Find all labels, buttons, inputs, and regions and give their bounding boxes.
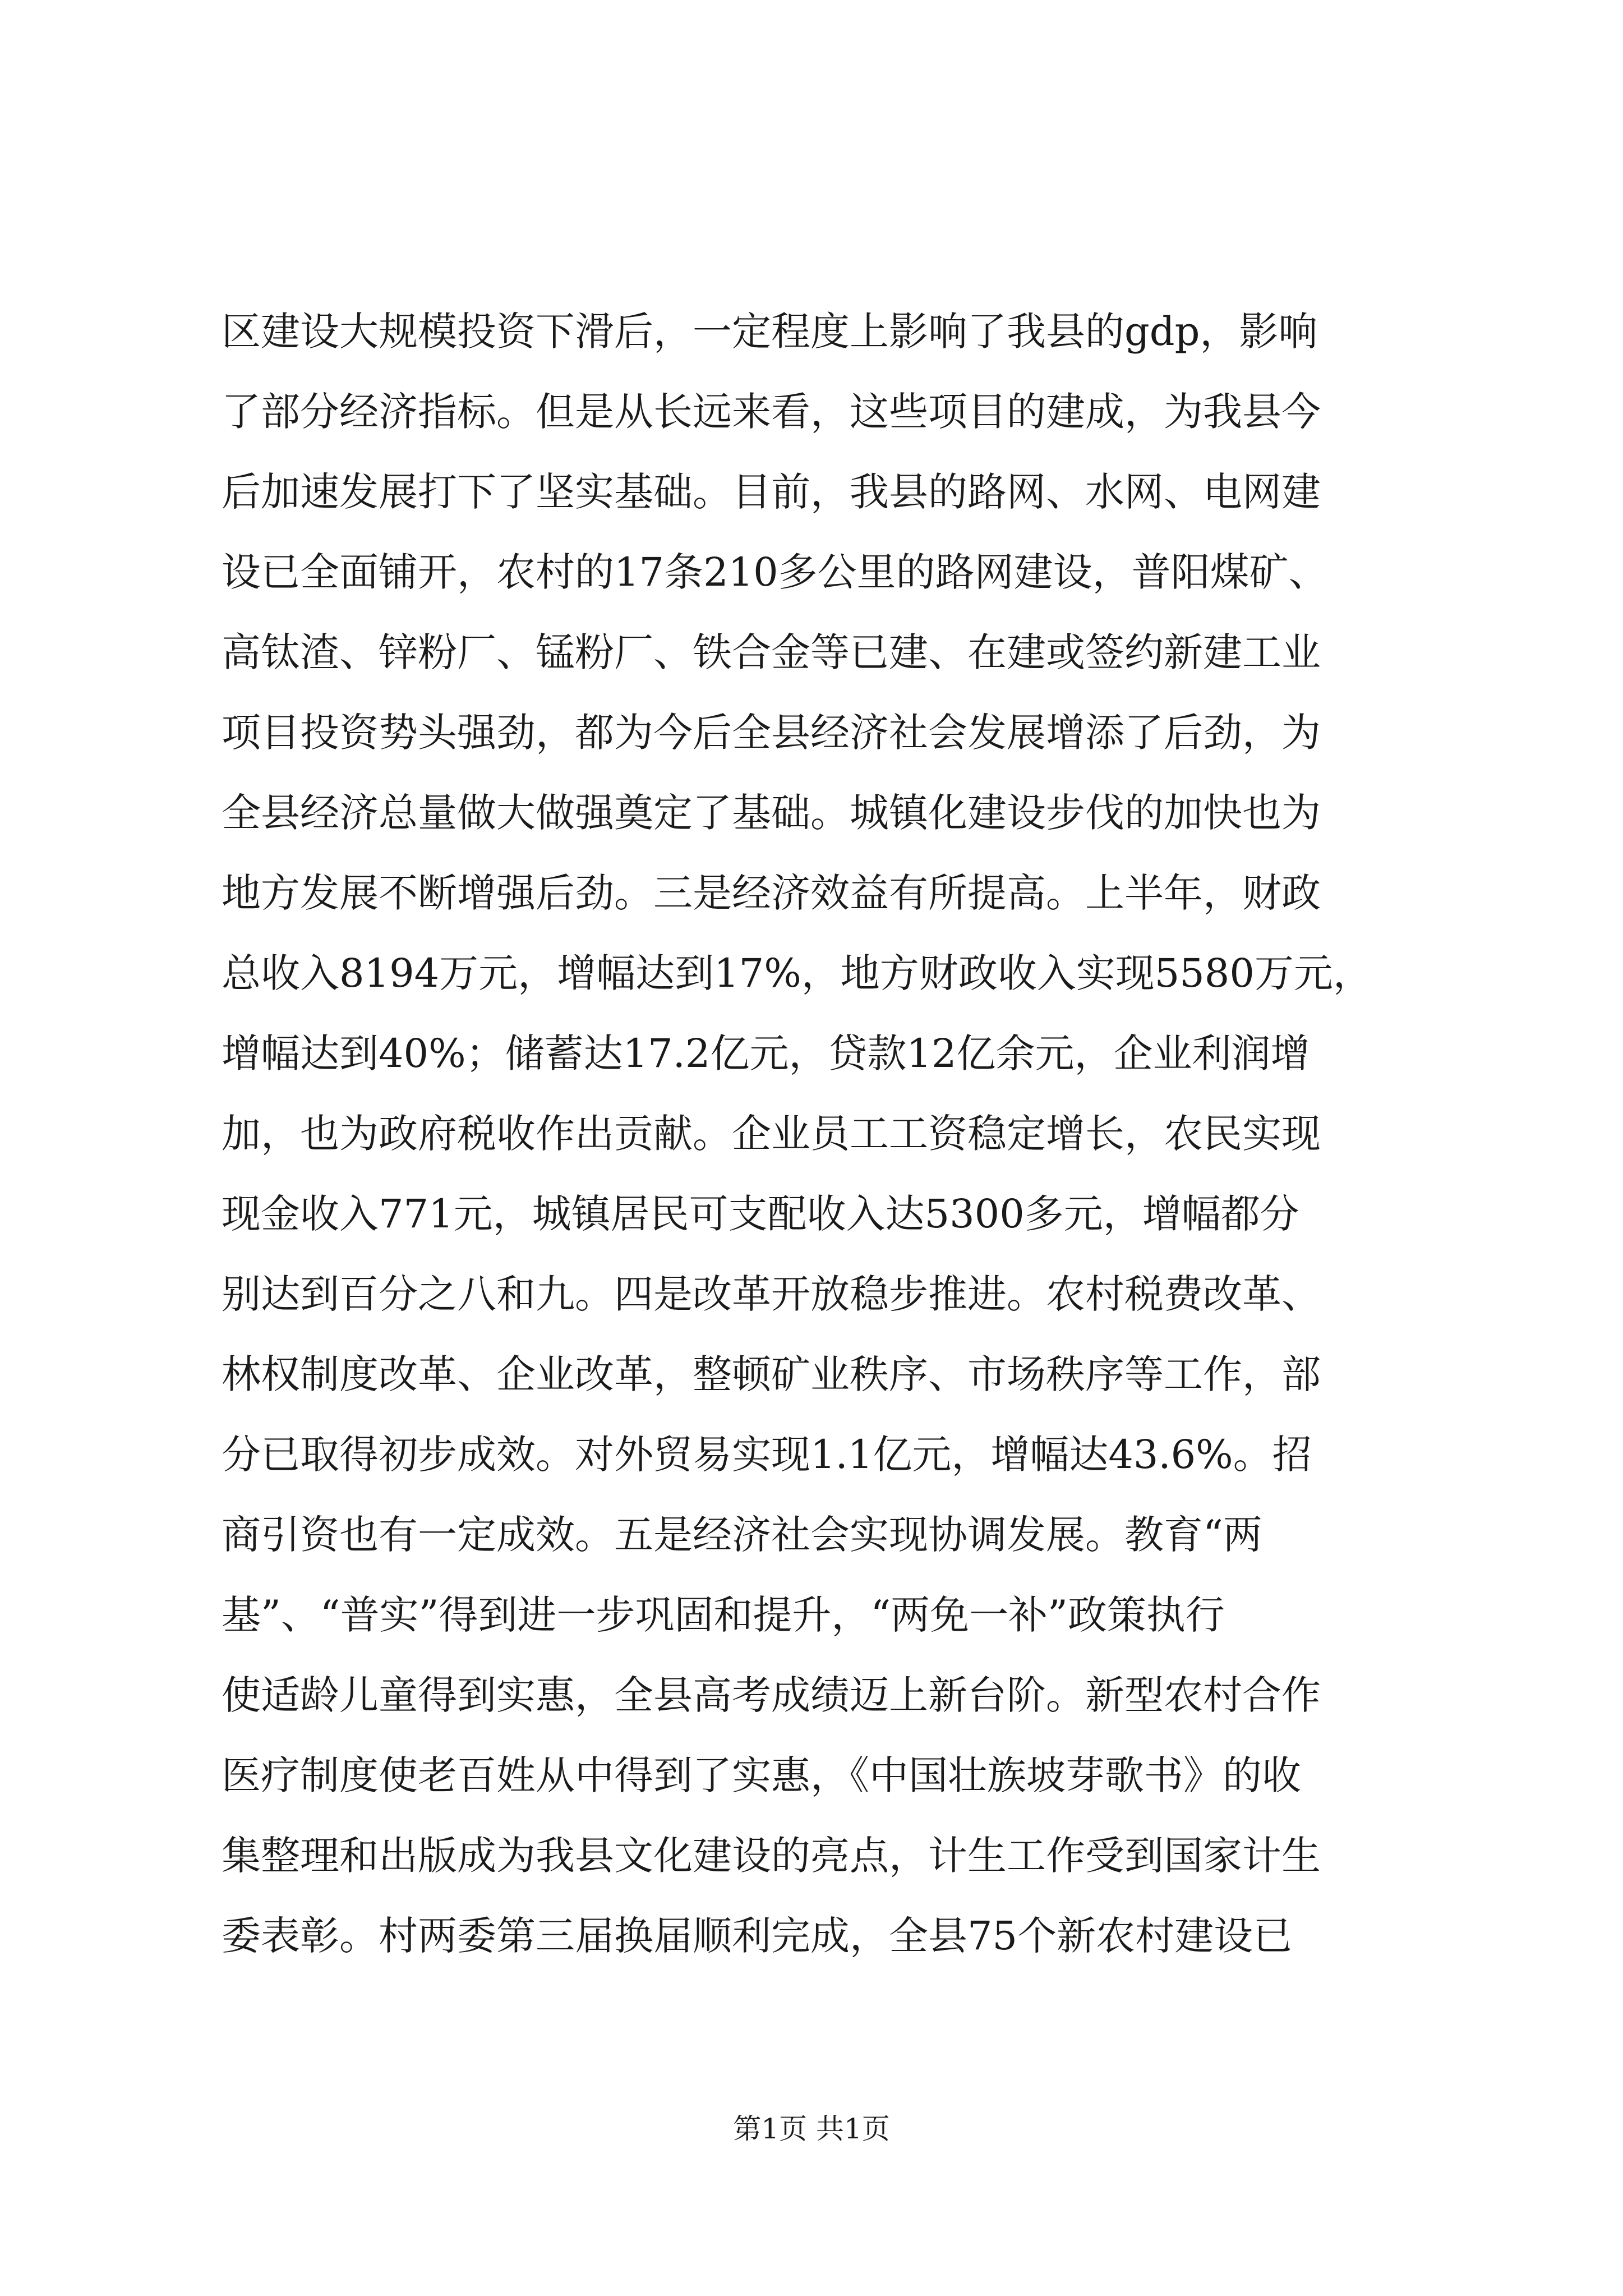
text-line: 设已全面铺开，农村的17条210多公里的路网建设，普阳煤矿、 (222, 549, 1328, 595)
text-line: 林权制度改革、企业改革，整顿矿业秩序、市场秩序等工作，部 (222, 1351, 1321, 1397)
text-line: 现金收入771元，城镇居民可支配收入达5300多元，增幅都分 (222, 1191, 1299, 1237)
text-line: 区建设大规模投资下滑后，一定程度上影响了我县的gdp，影响 (222, 309, 1318, 355)
text-line: 高钛渣、锌粉厂、锰粉厂、铁合金等已建、在建或签约新建工业 (222, 629, 1321, 675)
text-line: 增幅达到40%；储蓄达17.2亿元，贷款12亿余元，企业利润增 (222, 1030, 1310, 1076)
body-text (222, 292, 1427, 1976)
text-line: 商引资也有一定成效。五是经济社会实现协调发展。教育“两 (222, 1512, 1262, 1558)
text-line: 地方发展不断增强后劲。三是经济效益有所提高。上半年，财政 (222, 870, 1321, 916)
page-number-label: 第1页 共1页 (733, 2113, 890, 2145)
text-line: 医疗制度使老百姓从中得到了实惠，《中国壮族坡芽歌书》的收 (222, 1752, 1301, 1798)
text-line: 加，也为政府税收作出贡献。企业员工工资稳定增长，农民实现 (222, 1111, 1321, 1157)
page-footer (0, 2109, 1623, 2148)
text-line: 委表彰。村两委第三届换届顺利完成，全县75个新农村建设已 (222, 1913, 1293, 1959)
text-line: 后加速发展打下了坚实基础。目前，我县的路网、水网、电网建 (222, 469, 1321, 515)
text-line: 别达到百分之八和九。四是改革开放稳步推进。农村税费改革、 (222, 1271, 1321, 1317)
text-line: 项目投资势头强劲，都为今后全县经济社会发展增添了后劲，为 (222, 710, 1321, 756)
text-line: 集整理和出版成为我县文化建设的亮点，计生工作受到国家计生 (222, 1833, 1321, 1879)
text-line: 全县经济总量做大做强奠定了基础。城镇化建设步伐的加快也为 (222, 790, 1321, 836)
text-line: 了部分经济指标。但是从长远来看，这些项目的建成，为我县今 (222, 389, 1321, 435)
text-line: 分已取得初步成效。对外贸易实现1.1亿元，增幅达43.6%。招 (222, 1432, 1312, 1478)
text-line: 总收入8194万元，增幅达到17%，地方财政收入实现5580万元， (222, 950, 1372, 996)
text-line: 基”、“普实”得到进一步巩固和提升，“两免一补”政策执行 (222, 1592, 1225, 1638)
text-line: 使适龄儿童得到实惠，全县高考成绩迈上新台阶。新型农村合作 (222, 1672, 1321, 1718)
